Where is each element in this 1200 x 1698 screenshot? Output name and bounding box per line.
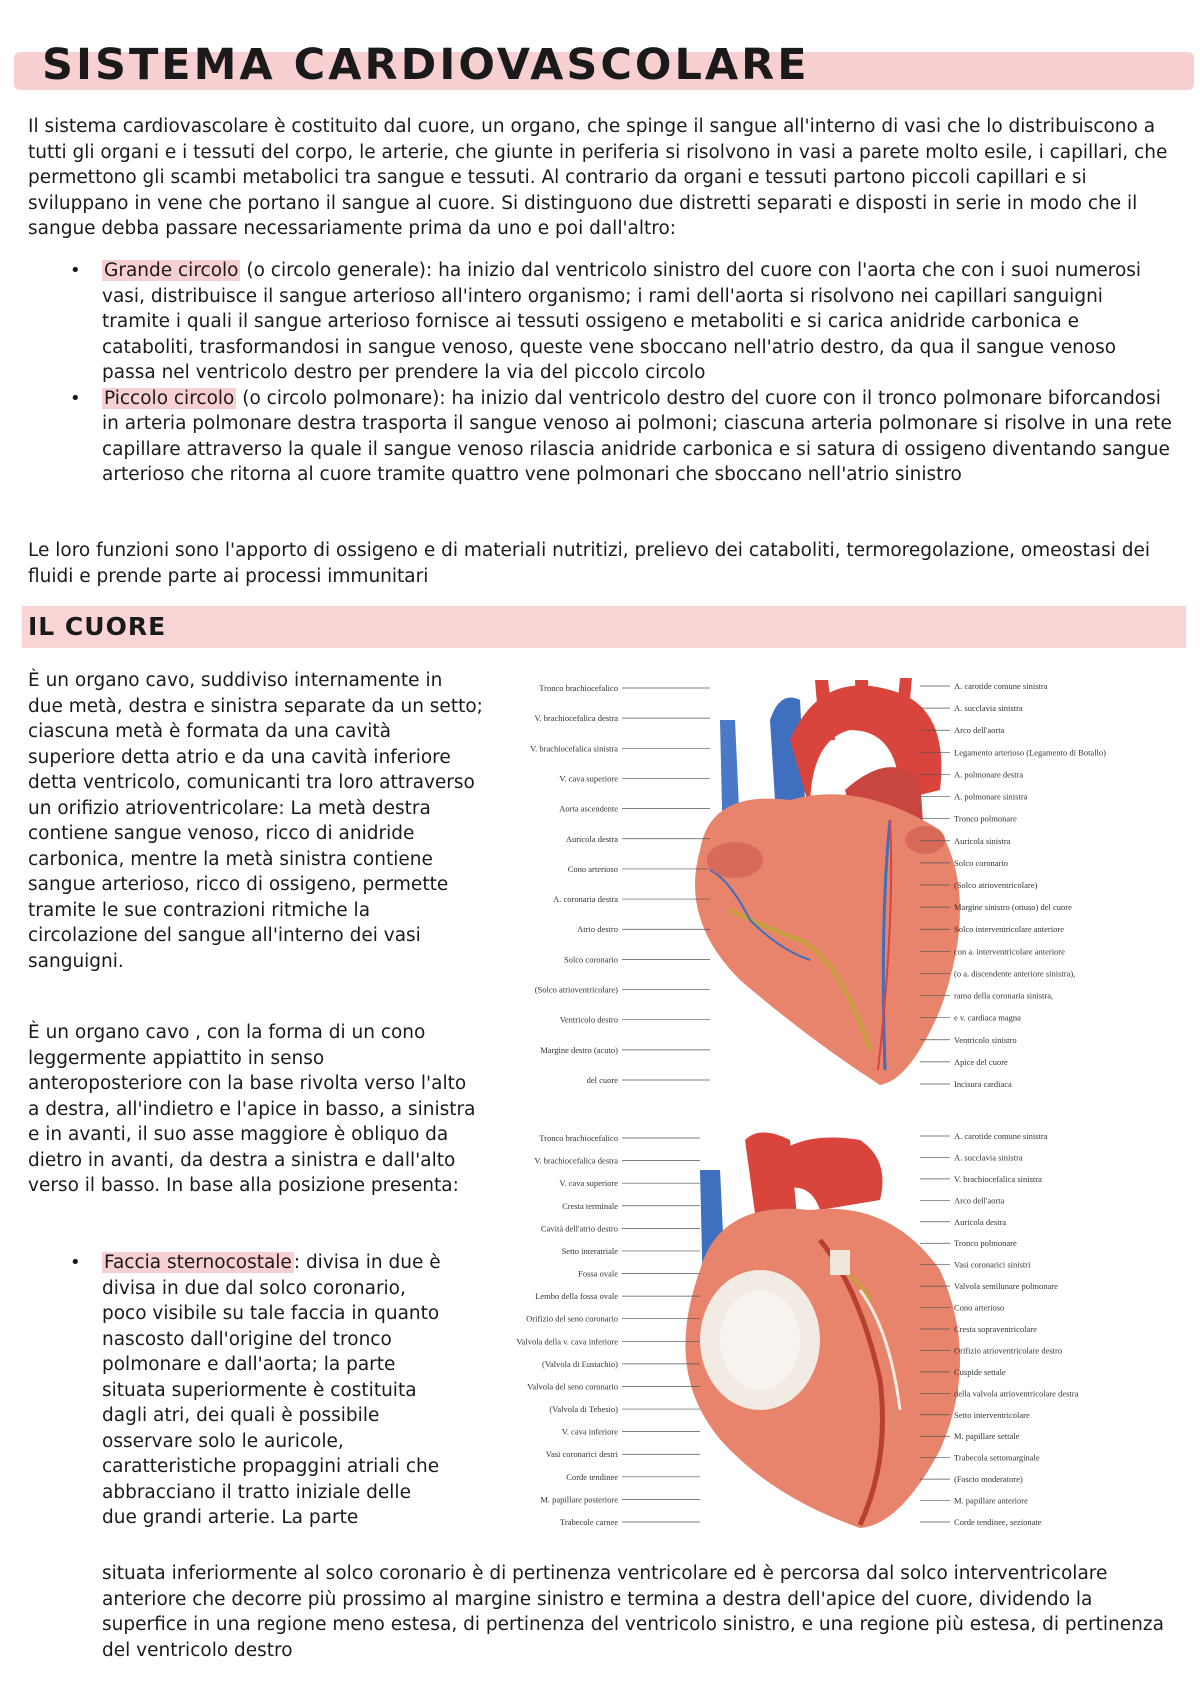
figure-label: Solco coronario — [563, 954, 618, 965]
figure-label: Valvola del seno coronario — [527, 1381, 618, 1392]
figure-label: Ventricolo destro — [559, 1014, 618, 1025]
figure-label: Auricola destra — [954, 1216, 1007, 1227]
figure-label: Margine sinistro (ottuso) del cuore — [954, 902, 1072, 913]
figure-label: Margine destro (acuto) — [540, 1044, 618, 1055]
cuore-paragraph-1: È un organo cavo, suddiviso internamente in due metà, destra e sinistra separate da un setto; ciascuna metà è formata da una cavità superiore detta atrio e da una cavità inferiore detta ventricolo, comunicanti tra loro attraverso un orifizio atrioventricolare: La metà destra contiene sangue venoso, ricco di anidride carbonica, mentre la metà sinistra contiene sangue arterioso, ricco di ossigeno, permette tramite le sue contrazioni ritmiche la circolazione del sangue all'interno dei vasi sanguigni. — [28, 670, 483, 972]
figure-label: Arco dell'aorta — [954, 725, 1005, 736]
figure-label: A. polmonare sinistra — [954, 791, 1028, 802]
heart-illustration — [695, 678, 960, 1085]
figure-label: V. cava inferiore — [561, 1426, 618, 1437]
right-label-group — [920, 1131, 1079, 1527]
figure-label: V. brachiocefalica sinistra — [954, 1173, 1042, 1184]
section-highlight — [22, 606, 1186, 648]
figure-label: Corde tendinee, sezionate — [954, 1517, 1042, 1527]
figure-label: della valvola atrioventricolare destra — [954, 1388, 1079, 1399]
highlighted-term: Faccia sternocostale — [104, 1252, 292, 1273]
figure-label: Cono arterioso — [567, 863, 618, 874]
figure-label: (Solco atrioventricolare) — [954, 880, 1038, 890]
circoli-list — [70, 258, 1174, 488]
figure-label: Setto interventricolare — [954, 1409, 1030, 1420]
figure-label: (Solco atrioventricolare) — [534, 984, 618, 995]
figure-label: A. carotide comune sinistra — [954, 1131, 1048, 1141]
figure-label: Lembo della fossa ovale — [535, 1291, 618, 1302]
list-item — [70, 386, 1174, 488]
list-item — [70, 1250, 447, 1531]
figure-label: V. brachiocefalica destra — [534, 1155, 618, 1166]
figure-label: Vasi coronarici destri — [545, 1449, 618, 1460]
figure-label: con a. interventricolare anteriore — [954, 946, 1065, 957]
figure-label: V. brachiocefalica sinistra — [530, 743, 618, 754]
section-title: IL CUORE — [28, 612, 167, 641]
heart-illustration — [685, 1133, 960, 1529]
figure-label: (o a. discendente anteriore sinistra), — [954, 968, 1076, 979]
figure-label: ramo della coronaria sinistra, — [954, 990, 1054, 1001]
intro-paragraph: Il sistema cardiovascolare è costituito dal cuore, un organo, che spinge il sangue all'interno di vasi che lo distribuiscono a tutti gli organi e i tessuti del corpo, le arterie, che giunte in periferia si risolvono in vasi a parete molto esile, i capillari, che permettono gli scambi metabolici tra sangue e tessuti. Al contrario da organi e tessuti partono piccoli capillari e si sviluppano in vene che portano il sangue al cuore. Si distinguono due distretti separati e disposti in serie in modo che il sangue debba passare necessariamente prima da uno e poi dall'altro: — [28, 116, 1168, 239]
figure-label: Tronco brachiocefalico — [539, 1133, 618, 1143]
list-item-text: (o circolo generale): ha inizio dal ventricolo sinistro del cuore con l'aorta che con i suoi numerosi vasi, distribuisce il sangue arterioso all'intero organismo; i rami dell'aorta si risolvono nei capillari sanguigni tramite i quali il sangue arterioso fornisce ai tessuti ossigeno e metaboliti e si carica anidride carbonica e cataboliti, trasformandosi in sangue venoso, queste vene sboccano nell'atrio destro, da qua il sangue venoso passa nel ventricolo destro per prendere la via del piccolo circolo — [102, 260, 1142, 383]
figure-label: Cuspide settale — [954, 1366, 1006, 1377]
highlighted-term: Piccolo circolo — [104, 387, 235, 409]
faccia-list — [70, 1250, 447, 1531]
figure-label: Cresta terminale — [562, 1200, 618, 1211]
figure-label: Orifizio del seno coronario — [526, 1313, 618, 1324]
right-label-group — [920, 681, 1106, 1089]
figure-label: A. coronaria destra — [553, 894, 618, 905]
figure-label: Fossa ovale — [578, 1268, 618, 1279]
figure-label: Ventricolo sinistro — [954, 1034, 1017, 1045]
figure-label: Cresta sopraventricolare — [954, 1324, 1037, 1334]
functions-paragraph: Le loro funzioni sono l'apporto di ossigeno e di materiali nutritizi, prelievo dei cataboliti, termoregolazione, omeostasi dei fluidi e prende parte ai processi immunitari — [28, 540, 1151, 587]
figure-label: Orifizio atrioventricolare destro — [954, 1345, 1063, 1356]
figure-label: A. succlavia sinistra — [954, 703, 1023, 714]
bullet-icon: • — [70, 1252, 81, 1273]
figure-label: (Fascio moderatore) — [954, 1474, 1023, 1485]
figure-label: Corde tendinee — [566, 1471, 618, 1482]
figure-label: Tronco polmonare — [954, 1238, 1017, 1249]
figure-label: Apice del cuore — [954, 1056, 1008, 1067]
figure-label: A. carotide comune sinistra — [954, 681, 1048, 691]
figure-label: Cono arterioso — [954, 1302, 1005, 1313]
figure-label: M. papillare posteriore — [540, 1494, 618, 1505]
list-item-text: : divisa in due è divisa in due dal solco coronario, poco visibile su tale faccia in quanto nascosto dall'origine del tronco polmonare e dall'aorta; la parte situata superiormente è costituita dagli atri, dei quali è possibile osservare solo le auricole, caratteristiche propaggini atriali che abbracciano il tratto iniziale delle due grandi arterie. La parte — [102, 1252, 441, 1528]
figure-label: Auricola destra — [565, 833, 618, 844]
heart-external-figure — [530, 680, 1170, 1090]
figure-label: A. succlavia sinistra — [954, 1152, 1023, 1163]
figure-label: Cavità dell'atrio destro — [540, 1223, 618, 1234]
figure-label: Solco interventricolare anteriore — [954, 924, 1064, 935]
figure-label: Vasi coronarici sinistri — [954, 1259, 1031, 1270]
figure-label: e v. cardiaca magna — [954, 1012, 1021, 1023]
figure-label: Atrio destro — [577, 924, 618, 935]
highlighted-term: Grande circolo — [104, 260, 239, 281]
figure-label: M. papillare anteriore — [954, 1495, 1028, 1506]
page-title: SISTEMA CARDIOVASCOLARE — [42, 40, 810, 90]
faccia-continuation: situata inferiormente al solco coronario è di pertinenza ventricolare ed è percorsa dal solco interventricolare anteriore che decorre più prossimo al margine sinistro e termina a destra dell'apice del cuore, dividendo la superfice in una regione meno estesa, di pertinenza del ventricolo sinistro, e una regione più estesa, di pertinenza del ventricolo destro — [102, 1563, 1164, 1661]
list-item — [70, 258, 1174, 386]
figure-label: V. cava superiore — [559, 773, 618, 784]
figure-label: Legamento arterioso (Legamento di Botallo) — [954, 747, 1107, 758]
figure-label: del cuore — [586, 1075, 618, 1085]
figure-label: M. papillare settale — [954, 1431, 1020, 1442]
figure-label: V. brachiocefalica destra — [534, 713, 618, 724]
heart-internal-figure — [516, 1130, 1170, 1530]
figure-label: Arco dell'aorta — [954, 1195, 1005, 1206]
figure-label: Tronco brachiocefalico — [539, 683, 618, 693]
figure-label: A. polmonare destra — [954, 769, 1024, 780]
left-label-group — [530, 683, 710, 1085]
figure-label: V. cava superiore — [559, 1178, 618, 1189]
figure-label: Valvola semilunare polmonare — [954, 1281, 1058, 1292]
figure-label: Aorta ascendente — [559, 803, 618, 814]
figure-label: Setto interatriale — [561, 1245, 618, 1256]
figure-label: Trabecole carnee — [560, 1517, 618, 1527]
figure-label: Incisura cardiaca — [954, 1079, 1012, 1089]
figure-label: Trabecola settomarginale — [954, 1452, 1040, 1463]
list-item-text: (o circolo polmonare): ha inizio dal ventricolo destro del cuore con il tronco polmonare biforcandosi in arteria polmonare destra trasporta il sangue venoso ai polmoni; ciascuna arteria polmonare si risolve in una rete capillare attraverso la quale il sangue venoso rilascia anidride carbonica e si satura di ossigeno diventando sangue arterioso che ritorna al cuore tramite quattro vene polmonari che sboccano nell'atrio sinistro — [102, 387, 1172, 485]
bullet-icon: • — [70, 387, 81, 409]
figure-label: Tronco polmonare — [954, 813, 1017, 824]
bullet-icon: • — [70, 260, 81, 281]
cuore-paragraph-2: È un organo cavo , con la forma di un cono leggermente appiattito in senso anteroposteriore con la base rivolta verso l'alto a destra, all'indietro e l'apice in basso, a sinistra e in avanti, il suo asse maggiore è obliquo da dietro in avanti, da destra a sinistra e dall'alto verso il basso. In base alla posizione presenta: — [28, 1022, 476, 1196]
figure-label: (Valvola di Eustachio) — [541, 1358, 618, 1369]
figure-label: Auricola sinistra — [954, 835, 1011, 846]
figure-label: Solco coronario — [954, 857, 1009, 868]
left-label-group — [516, 1133, 700, 1527]
figure-label: (Valvola di Tebesio) — [549, 1404, 618, 1415]
figure-label: Valvola della v. cava inferiore — [516, 1336, 618, 1347]
